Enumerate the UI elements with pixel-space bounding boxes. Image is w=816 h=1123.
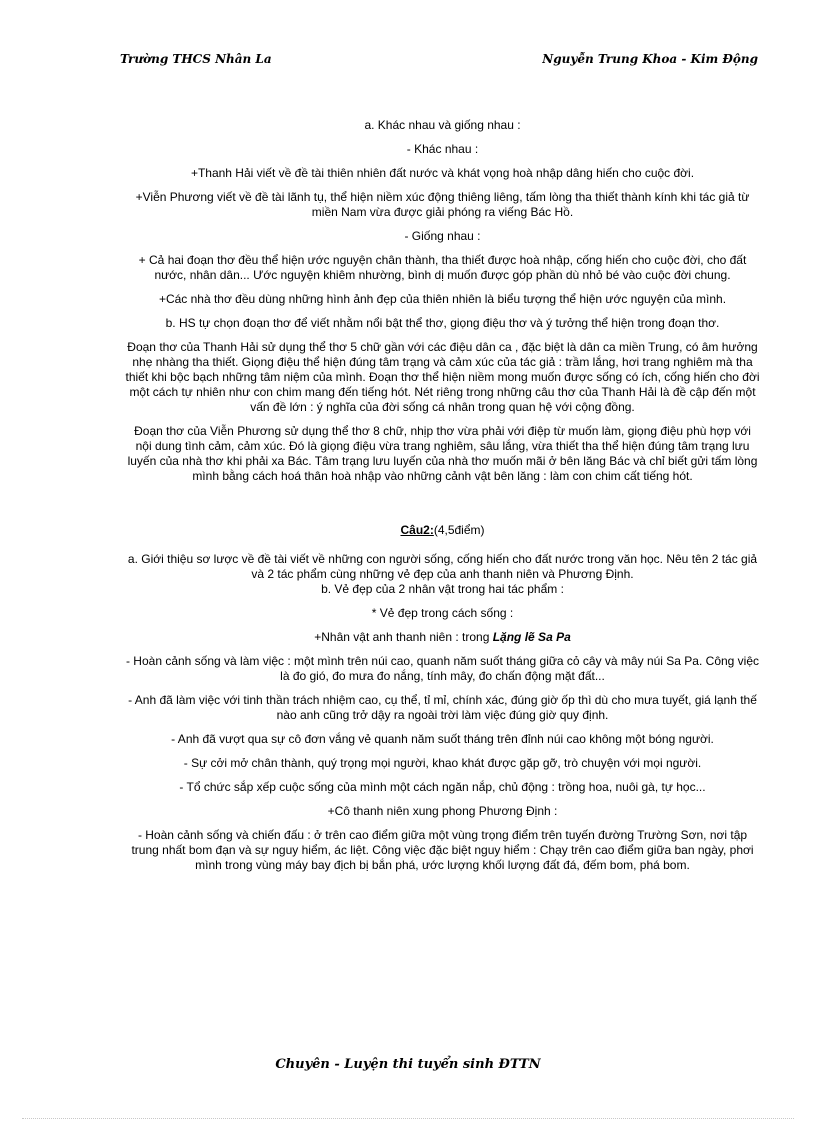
page-bottom-divider [22, 1118, 794, 1119]
paragraph: - Tổ chức sắp xếp cuộc sống của mình một cách ngăn nắp, chủ động : trồng hoa, nuôi gà, tự học... [179, 780, 706, 794]
work-title: Lặng lẽ Sa Pa [492, 630, 571, 644]
character-1-lead: +Nhân vật anh thanh niên : trong [314, 630, 493, 644]
intro-a: a. Giới thiệu sơ lược về đề tài viết về những con người sống, cống hiến cho đất nước trong văn học. Nêu tên 2 tác giả và 2 tác phẩm cùng những vẻ đẹp của anh thanh niên và Phương Định. [127, 552, 758, 581]
paragraph: - Hoàn cảnh sống và làm việc : một mình trên núi cao, quanh năm suốt tháng giữa cỏ cây và mây núi Sa Pa. Công việc là đo gió, đo mưa đo nắng, tính mây, đo chấn động mặt đất... [125, 654, 760, 683]
header-author: Nguyễn Trung Khoa - Kim Động [542, 52, 758, 66]
paragraph: - Anh đã vượt qua sự cô đơn vắng vẻ quanh năm suốt tháng trên đỉnh núi cao không một bóng người. [171, 732, 714, 746]
paragraph: Đoạn thơ của Viễn Phương sử dụng thể thơ 8 chữ, nhịp thơ vừa phải với điệp từ muốn làm, giọng điệu phù hợp với nội dung tình cảm, cảm xúc. Đó là giọng điệu vừa trang nghiêm, sâu lắng, vừa thiết tha thể hiện đúng tâm trạng lưu luyến của nhà thơ khi phải xa Bác. Tâm trạng lưu luyến của nhà thơ muốn mãi ở bên lăng Bác và chỉ biết gửi tấm lòng mình bằng cách hoá thân hoà nhập vào những cảnh vật bên lăng : làm con chim cất tiếng hót. [127, 424, 758, 483]
paragraph: - Khác nhau : [406, 142, 479, 156]
spacer [125, 493, 760, 523]
paragraph: +Cô thanh niên xung phong Phương Định : [327, 804, 558, 818]
paragraph: - Giống nhau : [404, 229, 481, 243]
question-2-label: Câu2: [400, 523, 434, 537]
paragraph: b. HS tự chọn đoạn thơ để viết nhằm nổi bật thể thơ, giọng điệu thơ và ý tưởng thể hiện trong đoạn thơ. [165, 316, 720, 330]
paragraph: - Anh đã làm việc với tinh thần trách nhiệm cao, cụ thể, tỉ mỉ, chính xác, đúng giờ ốp thì dù cho mưa tuyết, giá lạnh thế nào anh cũng trở dậy ra ngoài trời làm việc đúng giờ quy định. [128, 693, 757, 722]
paragraph: + Cả hai đoạn thơ đều thể hiện ước nguyện chân thành, tha thiết được hoà nhập, cống hiến cho cuộc đời, cho đất nước, nhân dân... Ước nguyện khiêm nhường, bình dị muốn được góp phần dù nhỏ bé vào cuộc đời chung. [138, 253, 747, 282]
section-heading: * Vẻ đẹp trong cách sống : [371, 606, 514, 620]
paragraph: Đoạn thơ của Thanh Hải sử dụng thể thơ 5 chữ gần với các điệu dân ca , đặc biệt là dân ca miền Trung, có âm hưởng nhẹ nhàng tha thiết. Giọng điệu thể hiện đúng tâm trạng và cảm xúc của tác giả : trầm lắng, hơi trang nghiêm mà tha thiết khi bộc bạch những tâm niệm của mình. Đoạn thơ thể hiện niềm mong muốn được sống có ích, cống hiến cho đời một cách tự nhiên như con chim mang đến tiếng hót. Nét riêng trong những câu thơ của Thanh Hải là đề cập đến một vấn đề lớn : ý nghĩa của đời sống cá nhân trong quan hệ với cộng đồng. [125, 340, 760, 414]
page-footer: Chuyên - Luyện thi tuyển sinh ĐTTN [275, 1057, 541, 1072]
document-body [125, 118, 760, 882]
paragraph: +Viễn Phương viết về đề tài lãnh tụ, thể hiện niềm xúc động thiêng liêng, tấm lòng tha thiết thành kính khi tác giả từ miền Nam vừa được giải phóng ra viếng Bác Hồ. [135, 190, 750, 219]
paragraph: - Hoàn cảnh sống và chiến đấu : ở trên cao điểm giữa một vùng trọng điểm trên tuyến đường Trường Sơn, nơi tập trung nhất bom đạn và sự nguy hiểm, ác liệt. Công việc đặc biệt nguy hiểm : Chạy trên cao điểm giữa ban ngày, phơi mình trong vùng máy bay địch bị bắn phá, ước lượng khối lượng đất đá, đếm bom, phá bom. [131, 828, 754, 872]
header-school: Trường THCS Nhân La [120, 52, 272, 66]
intro-b: b. Vẻ đẹp của 2 nhân vật trong hai tác phẩm : [321, 582, 564, 596]
question-2-intro [125, 552, 760, 597]
paragraph: +Thanh Hải viết về đề tài thiên nhiên đất nước và khát vọng hoà nhập dâng hiến cho cuộc đời. [190, 166, 695, 180]
question-2-score: (4,5điểm) [433, 523, 485, 537]
paragraph: - Sự cởi mở chân thành, quý trọng mọi người, khao khát được gặp gỡ, trò chuyện với mọi người. [183, 756, 702, 770]
character-1-heading [125, 630, 760, 645]
paragraph: +Các nhà thơ đều dùng những hình ảnh đẹp của thiên nhiên là biểu tượng thể hiện ước nguyện của mình. [158, 292, 727, 306]
page-header [120, 52, 758, 72]
paragraph: a. Khác nhau và giống nhau : [364, 118, 521, 132]
question-2-heading [125, 523, 760, 538]
